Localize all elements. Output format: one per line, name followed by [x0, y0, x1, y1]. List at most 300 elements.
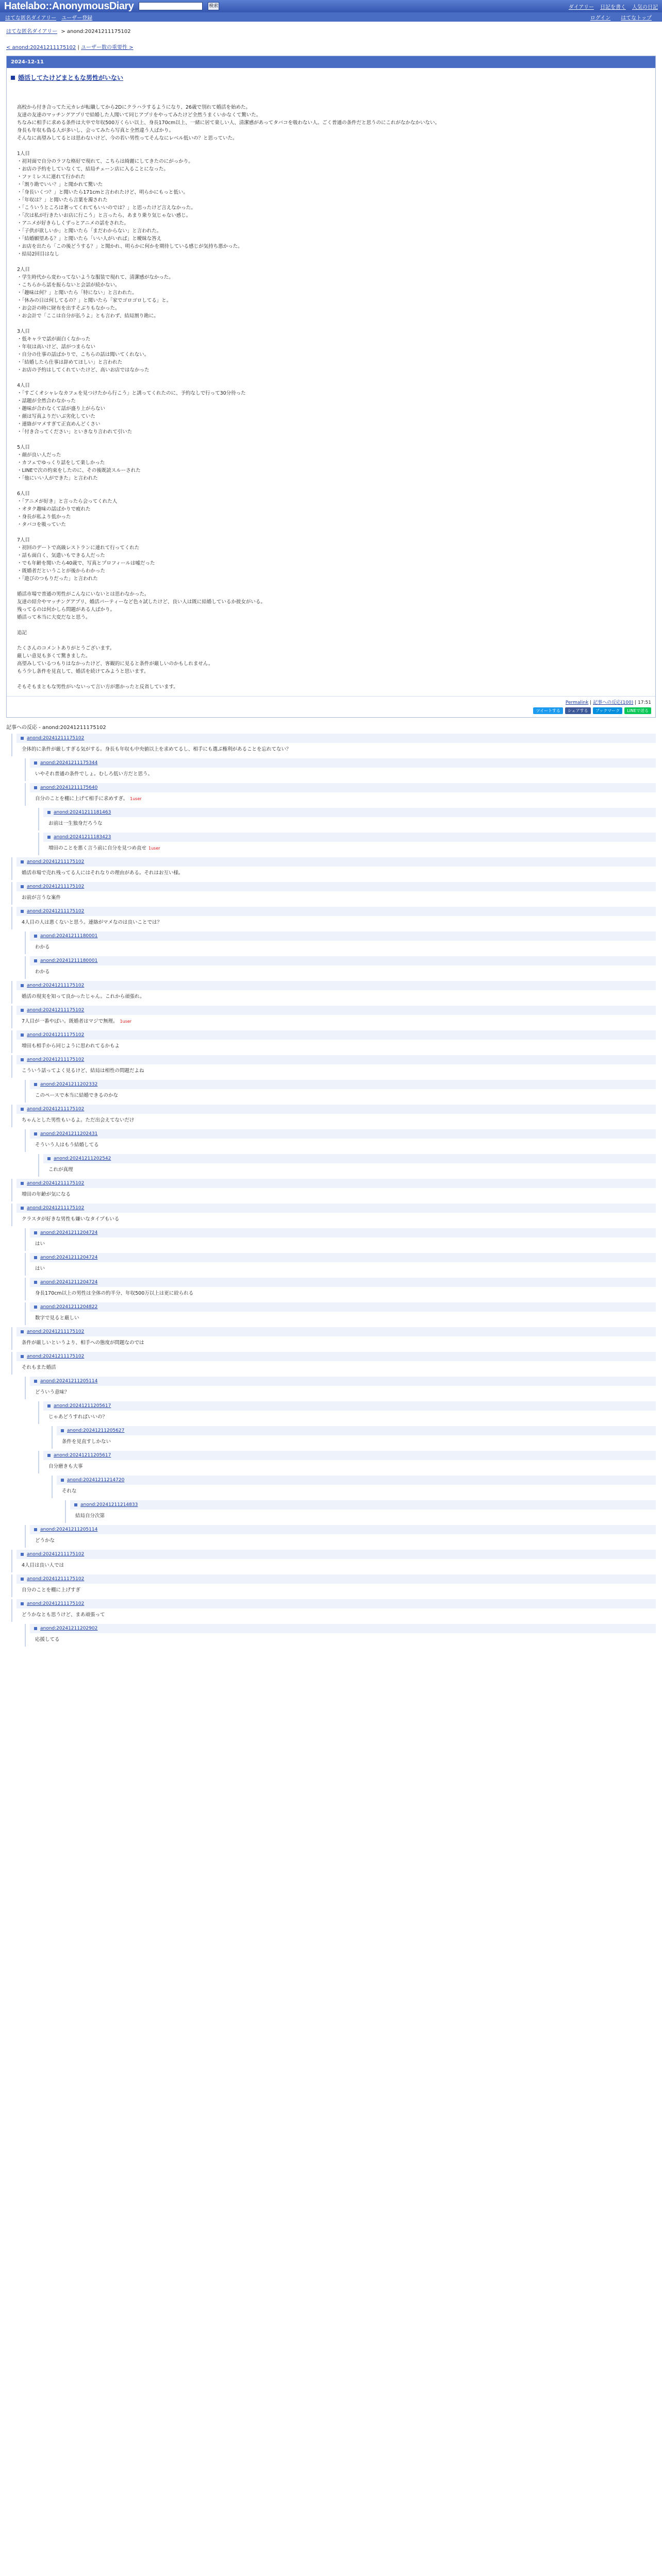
reply-text: 身長170cm以上の男性は全体の約半分、年収500万以上は更に絞られる — [35, 1291, 194, 1296]
entry-paragraph: 高校から付き合ってた元カレが転職してから2Dにクラハラするようになり、26歳で別れて婚活を始めた。 — [17, 105, 251, 110]
reply-item — [11, 1574, 656, 1597]
entry-paragraph: ・「結婚したら仕事は辞めてほしい」と言われた — [17, 360, 123, 365]
reply-id-link[interactable]: anond:20241211175102 — [27, 1008, 85, 1013]
entry-nav — [0, 40, 662, 56]
reply-item — [11, 1327, 656, 1350]
entry-paragraph: ・LINEで次の約束をしたのに、その後既読スルーされた — [17, 468, 141, 473]
reply-id-link[interactable]: anond:20241211205114 — [40, 1379, 98, 1384]
entry-footer — [7, 696, 655, 707]
reply-body — [16, 1608, 656, 1622]
entry-paragraph: ・趣味が合わなくて話が盛り上がらない — [17, 406, 106, 412]
reply-body — [30, 1287, 656, 1300]
reply-bullet-icon — [21, 1602, 24, 1605]
share-buttons — [7, 707, 655, 717]
reply-header — [16, 1030, 656, 1040]
reply-header — [30, 1377, 656, 1386]
reply-id-link[interactable]: anond:20241211175102 — [27, 1107, 85, 1112]
reply-header — [57, 1426, 656, 1435]
entry-paragraph: ・「休みの日は何してるの？」と聞いたら「家でゴロゴロしてる」と。 — [17, 298, 172, 303]
reply-id-link[interactable]: anond:20241211202542 — [54, 1156, 111, 1161]
reply-text: どういう意味？ — [35, 1389, 70, 1395]
reply-text: お前は一生独身だろうな — [48, 821, 103, 826]
entry-paragraph: ・「他にいい人ができた」と言われた — [17, 476, 98, 481]
reply-item — [11, 1179, 656, 1201]
top-link-popular[interactable]: 人気の日記 — [632, 4, 658, 10]
day-header: 2024-12-11 — [7, 56, 655, 68]
reply-body — [16, 1336, 656, 1350]
entry-paragraph: 婚活市場で普通の男性がこんなにいないとは思わなかった。 — [17, 591, 150, 597]
entry-paragraph: ・年収は高いけど、話がつまらない — [17, 344, 96, 350]
tweet-button[interactable]: ツイートする — [533, 707, 562, 714]
reply-item — [25, 931, 656, 954]
entry-paragraph: ・「こういうところは奢ってくれてもいいのでは？」と思ったけど言えなかった。 — [17, 205, 196, 211]
reply-id-link[interactable]: anond:20241211202332 — [40, 1082, 98, 1087]
reply-bullet-icon — [34, 1306, 37, 1309]
entry-paragraph: ちなみに相手に求める条件は大卒で年収500万くらい以上、身長170cm以上、一緒に居て楽しい人、清潔感があってタバコを吸わない人。ごく普通の条件だと思うのにこれがなかなかいない。 — [17, 120, 440, 126]
reply-header — [16, 1550, 656, 1559]
reply-id-link[interactable]: anond:20241211205627 — [67, 1428, 125, 1433]
reply-body — [16, 1015, 656, 1028]
reply-id-link[interactable]: anond:20241211175102 — [27, 909, 85, 914]
entry-paragraph: 追記 — [17, 630, 27, 636]
entry-title[interactable]: 婚活してたけどまともな男性がいない — [18, 74, 124, 81]
reply-body — [30, 1534, 656, 1548]
reply-item — [38, 1154, 656, 1177]
reply-body — [16, 1064, 656, 1078]
reply-bullet-icon — [61, 1479, 64, 1482]
reply-header — [43, 1154, 656, 1163]
paragraph-gap — [11, 529, 651, 536]
reply-body — [43, 1411, 656, 1424]
reply-bullet-icon — [21, 1009, 24, 1012]
reply-id-link[interactable]: anond:20241211214833 — [80, 1502, 138, 1507]
reply-text: 増田のことを悪く言う前に自分を見つめ直せ — [48, 845, 147, 851]
breadcrumb — [0, 22, 662, 40]
reply-text: クラスタが好きな男性も嫌いなタイプもいる — [22, 1216, 120, 1222]
reply-id-link[interactable]: anond:20241211175102 — [27, 1552, 85, 1557]
reply-id-link[interactable]: anond:20241211175102 — [27, 983, 85, 988]
entry-paragraph: ・学生時代から変わってないような服装で現れて、清潔感がなかった。 — [17, 275, 174, 280]
reply-bullet-icon — [21, 1355, 24, 1358]
reply-text: 7人目が一番やばい。既婚者はマジで無理。 — [22, 1019, 118, 1024]
paragraph-gap — [11, 374, 651, 382]
reply-header — [43, 1401, 656, 1411]
reply-id-link[interactable]: anond:20241211175102 — [27, 1181, 85, 1186]
entry-paragraph: 婚活って本当に大変だなと思う。 — [17, 615, 91, 620]
reply-body — [57, 1435, 656, 1449]
title-square-icon — [11, 76, 15, 80]
reply-text: これが真理 — [48, 1167, 73, 1173]
entry-paragraph: 4人目 — [17, 383, 30, 388]
reply-body — [30, 1089, 656, 1103]
entry-paragraph: ・でも年齢を聞いたら40歳で、写真とプロフィールは嘘だった — [17, 561, 155, 566]
reply-id-link[interactable]: anond:20241211175102 — [27, 1601, 85, 1606]
reply-text: 結局自分次第 — [75, 1513, 105, 1519]
reply-header — [30, 1302, 656, 1312]
reply-item — [11, 857, 656, 880]
entry-paragraph: ・「付き合ってください」といきなり言われて引いた — [17, 429, 133, 435]
reply-header — [16, 1327, 656, 1336]
reply-id-link[interactable]: anond:20241211175640 — [40, 785, 98, 790]
top-link-write[interactable]: 日記を書く — [600, 4, 626, 10]
reply-item — [11, 1204, 656, 1226]
paragraph-gap — [11, 583, 651, 590]
reply-header — [16, 1055, 656, 1064]
reply-body — [16, 867, 656, 880]
reply-bullet-icon — [61, 1429, 64, 1432]
entry-paragraph: ・アニメが好きらしくずっとアニメの話をされた。 — [17, 221, 129, 226]
permalink-link[interactable]: Permalink — [565, 700, 589, 705]
reply-id-link[interactable]: anond:20241211175102 — [27, 1329, 85, 1334]
reply-bullet-icon — [34, 1231, 37, 1234]
reply-bullet-icon — [21, 1330, 24, 1333]
reply-item — [38, 1401, 656, 1424]
reply-id-link[interactable]: anond:20241211180001 — [40, 958, 98, 963]
reply-body — [16, 891, 656, 905]
paragraph-gap — [11, 142, 651, 150]
sub-bar — [0, 12, 662, 22]
reply-id-link[interactable]: anond:20241211204724 — [40, 1280, 98, 1285]
reply-header — [16, 882, 656, 891]
subbar-link-anond[interactable]: はてな匿名ダイアリー — [5, 15, 57, 21]
entry-paragraph: ・「身長いくつ？」と聞いたら171cmと言われたけど、明らかにもっと低い。 — [17, 190, 188, 195]
reply-id-link[interactable]: anond:20241211180001 — [40, 934, 98, 939]
entry-paragraph: ・「すごくオシャレなカフェを見つけたから行こう」と誘ってくれたのに、予約なしで行って30分待った — [17, 391, 246, 396]
reply-item — [11, 882, 656, 905]
entry-time: 17:51 — [638, 700, 651, 705]
login-link[interactable]: ログイン — [590, 15, 611, 21]
reply-item — [38, 808, 656, 831]
top-header — [0, 0, 662, 12]
reply-text: 4人目は良い人では — [22, 1563, 64, 1568]
reply-bullet-icon — [34, 1528, 37, 1531]
reply-text: 全体的に条件が厳しすぎる気がする。身長も年収も中央値以上を求めてるし、相手にも選ぶ権利があることを忘れてない？ — [22, 747, 291, 752]
reply-bullet-icon — [74, 1503, 77, 1506]
reply-item — [52, 1476, 656, 1498]
entry-paragraph: ・こちらから話を振らないと会話が続かない。 — [17, 282, 120, 288]
entry-paragraph: ・「アニメが好き」と言ったら会ってくれた人 — [17, 499, 118, 504]
entry-paragraph: 友達の紹介やマッチングアプリ、婚活パーティーなど色々試したけど、良い人は既に結婚しているか彼女がいる。 — [17, 599, 266, 605]
reply-bullet-icon — [21, 1033, 24, 1037]
reply-header — [16, 734, 656, 743]
reply-text: じゃあどうすればいいの？ — [48, 1414, 108, 1420]
entry-paragraph: 7人目 — [17, 537, 30, 543]
reply-body — [30, 965, 656, 979]
reply-bullet-icon — [47, 1404, 51, 1408]
entry-paragraph: 5人目 — [17, 445, 30, 450]
hatena-top-link[interactable]: はてなトップ — [621, 15, 652, 21]
entry-paragraph: ・低キャラで話が面白くなかった — [17, 336, 91, 342]
reply-id-link[interactable]: anond:20241211204724 — [40, 1255, 98, 1260]
reply-item — [25, 1377, 656, 1399]
reply-body — [30, 1238, 656, 1251]
reply-item — [65, 1500, 656, 1523]
reply-bullet-icon — [21, 1207, 24, 1210]
reply-text: 増田の年齢が気になる — [22, 1192, 71, 1197]
entry-paragraph: ・お会計の時に財布を出すそぶりもなかった。 — [17, 306, 120, 311]
reply-header — [30, 1129, 656, 1139]
reply-id-link[interactable]: anond:20241211175102 — [27, 1354, 85, 1359]
entry-paragraph: ・お店の予約はしてくれていたけど、高いお店ではなかった — [17, 367, 150, 373]
entry-paragraph: ・連絡がマメすぎて正直めんどくさい — [17, 421, 101, 427]
reply-bullet-icon — [34, 1627, 37, 1630]
reply-id-link[interactable]: anond:20241211205114 — [40, 1527, 98, 1532]
reply-text: はい — [35, 1241, 45, 1247]
nav-sep: | — [77, 45, 81, 50]
reply-bullet-icon — [34, 935, 37, 938]
reply-body — [70, 1510, 656, 1523]
reply-text: それな — [62, 1488, 77, 1494]
reply-body — [30, 1633, 656, 1647]
reply-bullet-icon — [47, 1454, 51, 1457]
entry-title-row — [11, 73, 651, 82]
reply-item — [25, 783, 656, 806]
reply-bullet-icon — [21, 1108, 24, 1111]
reply-bullet-icon — [34, 959, 37, 962]
reply-text: そういう人はもう結婚してる — [35, 1142, 99, 1148]
reply-text: お前が言うな案件 — [22, 895, 61, 901]
reply-text: 応援してる — [35, 1637, 60, 1642]
reply-text: 4人目の人は悪くないと思う。連絡がマメなのは良いことでは？ — [22, 920, 162, 925]
reply-text: こういう話ってよく見るけど、結局は相性の問題だよね — [22, 1068, 144, 1074]
reply-text: 婚活の現実を知って良かったじゃん。これから頑張れ。 — [22, 994, 145, 999]
reply-item — [38, 1451, 656, 1473]
reply-text: どうかなとも思うけど、まあ頑張って — [22, 1612, 105, 1618]
subbar-link-register[interactable]: ユーザー登録 — [61, 15, 93, 21]
reply-id-link[interactable]: anond:20241211183423 — [54, 835, 111, 840]
reply-header — [70, 1500, 656, 1510]
entry-paragraph: たくさんのコメントありがとうございます。 — [17, 646, 115, 651]
facebook-share-button[interactable]: シェアする — [565, 707, 591, 714]
reply-bullet-icon — [21, 1578, 24, 1581]
reply-bullet-icon — [34, 1281, 37, 1284]
reply-bullet-icon — [21, 1182, 24, 1185]
reply-text: 婚活市場で売れ残ってる人にはそれなりの理由がある。それはお互い様。 — [22, 870, 184, 876]
reply-item — [25, 1302, 656, 1325]
breadcrumb-current: anond:20241211175102 — [67, 29, 131, 35]
reply-id-link[interactable]: anond:20241211205617 — [54, 1403, 111, 1409]
reply-body — [30, 1312, 656, 1325]
reply-body — [30, 1262, 656, 1276]
entry-paragraph: ・初回のデートで高級レストランに連れて行ってくれた — [17, 545, 140, 551]
entry-paragraph: 厳しい意見も多くて驚きました。 — [17, 653, 91, 659]
entry-paragraph: ・お店の予約をしていなくて、結局チェーン店に入ることになった。 — [17, 166, 169, 172]
reply-body — [16, 1584, 656, 1597]
reply-header — [30, 956, 656, 965]
paragraph-gap — [11, 320, 651, 328]
reply-item — [11, 734, 656, 756]
entry-paragraph: ・「割り勘でいい？」と聞かれて驚いた — [17, 182, 103, 188]
reply-header — [16, 1105, 656, 1114]
top-links — [569, 3, 658, 10]
reply-id-link[interactable]: anond:20241211204822 — [40, 1304, 98, 1310]
reply-user-count[interactable]: 1user — [130, 796, 142, 801]
paragraph-gap — [11, 482, 651, 490]
reply-bullet-icon — [47, 811, 51, 814]
entry-paragraph: ・自分の仕事の話ばかりで、こちらの話は聞いてくれない。 — [17, 352, 150, 358]
entry-paragraph: 3人目 — [17, 329, 30, 334]
entry-paragraph: そもそもまともな男性がいないって言い方が悪かったと反省しています。 — [17, 684, 178, 690]
reply-id-link[interactable]: anond:20241211202431 — [40, 1131, 98, 1137]
entry-paragraph: ・「子供が欲しいか」と聞いたら「まだわからない」と言われた。 — [17, 228, 162, 234]
reply-text: はい — [35, 1266, 45, 1272]
reply-bullet-icon — [21, 1058, 24, 1061]
reply-text: 自分磨きも大事 — [48, 1464, 83, 1469]
reply-text: 条件を見直すしかない — [62, 1439, 111, 1445]
reply-body — [30, 792, 656, 806]
reply-body — [57, 1485, 656, 1498]
entry-paragraph: ・ファミレスに連れて行かれた — [17, 174, 86, 180]
reply-item — [25, 1080, 656, 1103]
paragraph-gap — [11, 621, 651, 629]
entry-paragraph: 6人目 — [17, 491, 30, 497]
reply-header — [16, 1006, 656, 1015]
reply-id-link[interactable]: anond:20241211175102 — [27, 1057, 85, 1062]
reply-text: わかる — [35, 944, 50, 950]
reply-bullet-icon — [21, 910, 24, 913]
prev-entry-link[interactable]: < anond:20241211175102 — [6, 45, 76, 50]
reply-user-count[interactable]: 1user — [148, 846, 160, 851]
entry-paragraph: ・初対面で自分のラフな格好で現れて、こちらは綺麗にしてきたのにがっかり。 — [17, 159, 193, 164]
entry-paragraph: ・既婚者だということが後からわかった — [17, 568, 106, 574]
reply-id-link[interactable]: anond:20241211175102 — [27, 736, 85, 741]
site-logo[interactable]: Hatelabo::AnonymousDiary — [4, 0, 134, 12]
reply-id-link[interactable]: anond:20241211175102 — [27, 1577, 85, 1582]
reply-text: 条件が厳しいというより、相手への態度が問題なのでは — [22, 1340, 144, 1346]
entry-paragraph: ・「次は私が行きたいお店に行こう」と言ったら、あまり乗り気じゃない感じ。 — [17, 213, 191, 218]
reply-bullet-icon — [21, 860, 24, 863]
reply-id-link[interactable]: anond:20241211175102 — [27, 859, 85, 865]
reply-bullet-icon — [21, 1553, 24, 1556]
reply-header — [30, 1525, 656, 1534]
reply-item — [25, 1525, 656, 1548]
reply-item — [11, 1550, 656, 1572]
reply-item — [25, 1253, 656, 1276]
entry-paragraph: ・結局2回目はなし — [17, 251, 60, 257]
reply-thread — [6, 734, 656, 1647]
bookmark-link[interactable]: 記事への反応(100) — [593, 700, 634, 705]
search-button[interactable]: 検索 — [208, 2, 219, 10]
reply-id-link[interactable]: anond:20241211181463 — [54, 810, 111, 815]
reply-header — [43, 1451, 656, 1460]
reply-header — [30, 1278, 656, 1287]
reply-item — [11, 1055, 656, 1078]
reply-body — [16, 1213, 656, 1226]
reply-bullet-icon — [34, 1132, 37, 1136]
reply-header — [57, 1476, 656, 1485]
reply-header — [16, 907, 656, 916]
reply-item — [11, 1352, 656, 1375]
hatena-bookmark-button[interactable]: ブックマーク — [593, 707, 622, 714]
reply-bullet-icon — [21, 984, 24, 987]
reply-body — [43, 817, 656, 831]
reply-id-link[interactable]: anond:20241211175102 — [27, 884, 85, 889]
entry-paragraph: そんなに高望みしてるとは思わないけど、今の若い男性ってそんなにレベル低いの？と思っていた。 — [17, 135, 238, 141]
entry-paragraph: ・「年収は？」と聞いたら言葉を濁された — [17, 197, 108, 203]
top-link-diary[interactable]: ダイアリー — [568, 4, 594, 10]
reply-body — [43, 1460, 656, 1473]
reply-id-link[interactable]: anond:20241211175344 — [40, 760, 98, 766]
reply-item — [25, 1624, 656, 1647]
line-share-button[interactable]: LINEで送る — [624, 707, 651, 714]
related-header: 記事への反応 - anond:20241211175102 — [6, 725, 106, 731]
reply-bullet-icon — [34, 1083, 37, 1086]
reply-body — [16, 743, 656, 756]
entry-paragraph: ・話題が全然合わなかった — [17, 398, 76, 404]
reply-id-link[interactable]: anond:20241211175102 — [27, 1032, 85, 1038]
entry-paragraph: 友達の友達のマッチングアプリで結婚した人聞いて同じアプリをやってみたけど全然うまくいかなくて驚いた。 — [17, 112, 261, 118]
reply-body — [30, 1386, 656, 1399]
reply-header — [30, 1080, 656, 1089]
reply-text: 数字で見ると厳しい — [35, 1315, 79, 1321]
entry-paragraph: ・お会計で「ここは自分が払うよ」とも言わず、結局割り勘に。 — [17, 313, 159, 319]
reply-text: ちゃんとした男性もいるよ。ただ出会えてないだけ — [22, 1117, 135, 1123]
breadcrumb-sep: > — [61, 29, 65, 35]
entry-paragraph: ・「遊びのつもりだった」と言われた — [17, 576, 98, 582]
reply-text: 増田も相手から同じように思われてるかもよ — [22, 1043, 120, 1049]
reply-item — [25, 1228, 656, 1251]
reply-body — [43, 842, 656, 855]
reply-item — [25, 758, 656, 781]
reply-text: いやそれ普通の条件でしょ。むしろ低い方だと思う。 — [35, 771, 153, 777]
reply-header — [43, 808, 656, 817]
reply-id-link[interactable]: anond:20241211202902 — [40, 1626, 98, 1631]
reply-bullet-icon — [47, 1157, 51, 1160]
reply-bullet-icon — [21, 737, 24, 740]
reply-body — [30, 768, 656, 781]
reply-id-link[interactable]: anond:20241211205617 — [54, 1453, 111, 1458]
breadcrumb-home[interactable]: はてな匿名ダイアリー — [6, 29, 58, 35]
entry-paragraph: ・身長が私より低かった — [17, 514, 71, 520]
reply-id-link[interactable]: anond:20241211175102 — [27, 1206, 85, 1211]
article — [7, 68, 655, 696]
next-entry-link[interactable]: ユーザー数の重要性 > — [81, 45, 134, 50]
reply-header — [30, 1228, 656, 1238]
reply-header — [43, 833, 656, 842]
reply-header — [16, 1204, 656, 1213]
reply-header — [30, 931, 656, 941]
reply-item — [11, 1105, 656, 1127]
reply-header — [16, 1179, 656, 1188]
reply-item — [11, 1030, 656, 1053]
reply-id-link[interactable]: anond:20241211204724 — [40, 1230, 98, 1235]
reply-text: このペースで本当に結婚できるのかな — [35, 1093, 119, 1098]
entry-paragraph: ・顔が良い人だった — [17, 452, 61, 458]
reply-item — [11, 907, 656, 929]
paragraph-gap — [11, 675, 651, 683]
paragraph-gap — [11, 436, 651, 444]
reply-body — [16, 990, 656, 1004]
reply-item — [25, 956, 656, 979]
reply-body — [16, 1114, 656, 1127]
reply-text: どうかな — [35, 1538, 55, 1544]
reply-item — [11, 1006, 656, 1028]
reply-body — [43, 1163, 656, 1177]
reply-bullet-icon — [34, 786, 37, 789]
search-input[interactable] — [139, 2, 203, 10]
reply-header — [30, 758, 656, 768]
reply-header — [30, 1624, 656, 1633]
entry-paragraph: ・カフェでゆっくり話をして楽しかった — [17, 460, 105, 466]
paragraph-gap — [11, 258, 651, 266]
reply-body — [16, 1559, 656, 1572]
reply-text: 自分のことを棚に上げすぎ — [22, 1587, 81, 1593]
reply-header — [30, 1253, 656, 1262]
entry-paragraph: もう少し条件を見直して、婚活を続けてみようと思います。 — [17, 669, 149, 674]
reply-id-link[interactable]: anond:20241211214720 — [67, 1478, 125, 1483]
reply-text: それもまた婚活 — [22, 1365, 56, 1370]
reply-user-count[interactable]: 1user — [120, 1019, 132, 1024]
